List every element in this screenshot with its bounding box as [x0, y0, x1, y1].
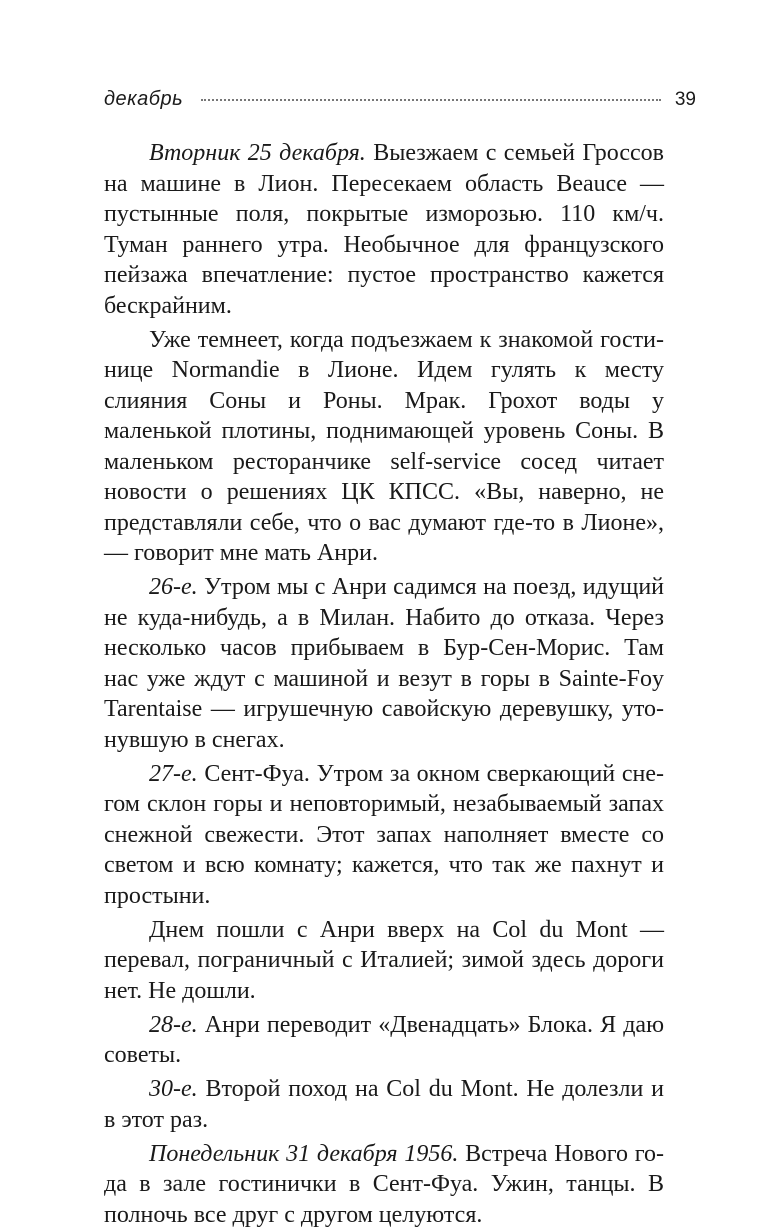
- entry-date: 26-е.: [149, 574, 198, 600]
- paragraph-text: Анри переводит «Двенадцать» Блока. Я даю советы.: [104, 1012, 664, 1069]
- paragraph-text: Днем пошли с Анри вверх на Col du Mont — перевал, пограничный с Италией; зимой здесь дороги нет. Не дошли.: [104, 917, 664, 1004]
- paragraph-text: Уже темнеет, когда подъезжаем к знакомой гостинице Normandie в Лионе. Идем гулять к месту слияния Соны и Роны. Мрак. Грохот воды у маленькой плотины, поднимающей уровень Соны. В маленьком ресторанчике self-service сосед читает новости о решениях ЦК КПСС. «Вы, наверно, не представляли себе, что о вас думают где-то в Лионе», — говорит мне мать Анри.: [104, 327, 664, 567]
- paragraph-text: Встреча Нового года в зале гостинички в Сент-Фуа. Ужин, танцы. В полночь все друг с другом целуются.: [104, 1141, 664, 1228]
- entry-date: Понедельник 31 декабря 1956.: [149, 1141, 458, 1167]
- paragraph-dec-31: [104, 1139, 664, 1230]
- entry-date: 27-е.: [149, 761, 198, 787]
- paragraph-dec-25: [104, 138, 664, 321]
- paragraph-text: Выезжаем с семьей Гроссов на машине в Лион. Пересекаем область Beauce — пустынные поля, покрытые изморозью. 110 км/ч. Туман раннего утра. Необычное для французского пейзажа впечатление: пустое пространство кажется бескрайним.: [104, 140, 664, 319]
- paragraph-text: Сент-Фуа. Утром за окном сверкающий снегом склон горы и неповторимый, незабываемый запах снежной свежести. Этот запах наполняет вместе со светом и всю комнату; кажется, что так же пахнут и простыни.: [104, 761, 664, 909]
- paragraph-text: Утром мы с Анри садимся на поезд, идущий не куда-нибудь, а в Милан. Набито до отказа. Через несколько часов прибываем в Бур-Сен-Морис. Там нас уже ждут с машиной и везут в горы в Sainte-Foy Tarentaise — игрушечную савойскую деревушку, утонувшую в снегах.: [104, 574, 664, 753]
- section-title: декабрь: [104, 88, 183, 111]
- paragraph-dec-26: [104, 572, 664, 755]
- entry-date: 28-е.: [149, 1012, 198, 1038]
- page-number: 39: [675, 89, 696, 111]
- text-body: [104, 138, 664, 1230]
- running-header: [104, 88, 696, 118]
- entry-date: 30-е.: [149, 1076, 198, 1102]
- paragraph-col-du-mont: [104, 915, 664, 1007]
- entry-date: Вторник 25 декабря.: [149, 140, 366, 166]
- paragraph-dec-28: [104, 1010, 664, 1071]
- paragraph-text: Второй поход на Col du Mont. Не долезли и в этот раз.: [104, 1076, 664, 1133]
- paragraph-dec-30: [104, 1074, 664, 1135]
- dotted-leader: [201, 99, 661, 101]
- paragraph-dec-27: [104, 759, 664, 912]
- paragraph-lyon: [104, 325, 664, 569]
